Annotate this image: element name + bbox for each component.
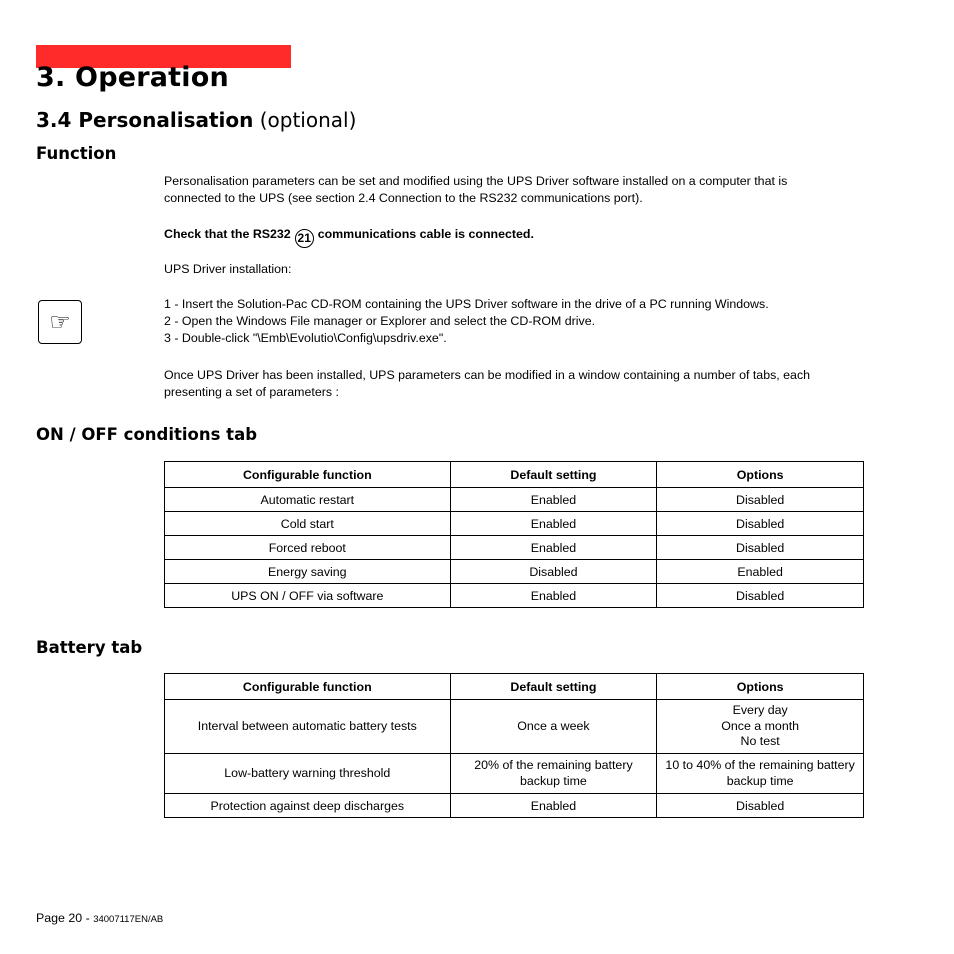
column-header: Configurable function xyxy=(165,674,451,700)
intro-line-1: Personalisation parameters can be set and modified using the UPS Driver software installed on a computer that is xyxy=(164,174,788,188)
step-1: 1 - Insert the Solution-Pac CD-ROM containing the UPS Driver software in the drive of a PC running Windows. xyxy=(164,297,769,311)
check-pre: Check that the RS232 xyxy=(164,227,291,241)
once-line-1: Once UPS Driver has been installed, UPS parameters can be modified in a window containing a number of tabs, each xyxy=(164,368,811,382)
install-label: UPS Driver installation: xyxy=(164,262,292,276)
step-2: 2 - Open the Windows File manager or Explorer and select the CD-ROM drive. xyxy=(164,314,596,328)
table-cell: 20% of the remaining battery backup time xyxy=(450,754,657,794)
table-cell: Disabled xyxy=(657,584,864,608)
table-cell: Every day Once a month No test xyxy=(657,700,864,754)
table-row xyxy=(165,794,864,818)
table-cell: Disabled xyxy=(657,488,864,512)
table-cell: Protection against deep discharges xyxy=(165,794,451,818)
table-cell: Disabled xyxy=(450,560,657,584)
table-cell: Enabled xyxy=(657,560,864,584)
table-cell: Cold start xyxy=(165,512,451,536)
table-cell: Energy saving xyxy=(165,560,451,584)
page-footer xyxy=(36,911,163,925)
table-cell: 10 to 40% of the remaining battery backup time xyxy=(657,754,864,794)
table-cell: UPS ON / OFF via software xyxy=(165,584,451,608)
chapter-title: 3. Operation xyxy=(36,62,229,93)
table-row xyxy=(165,536,864,560)
table-cell: Enabled xyxy=(450,512,657,536)
section-title-bold: 3.4 Personalisation xyxy=(36,108,254,132)
table-cell: Enabled xyxy=(450,488,657,512)
intro-line-2: connected to the UPS (see section 2.4 Connection to the RS232 communications port). xyxy=(164,191,643,205)
table-cell: Once a week xyxy=(450,700,657,754)
table-row xyxy=(165,584,864,608)
table-row xyxy=(165,754,864,794)
reference-circle-21: 21 xyxy=(295,229,314,248)
table-row xyxy=(165,488,864,512)
page-number: Page 20 - xyxy=(36,911,90,925)
section-title xyxy=(36,108,356,132)
table-cell: Interval between automatic battery tests xyxy=(165,700,451,754)
install-steps xyxy=(164,296,769,347)
table-header-row xyxy=(165,674,864,700)
column-header: Options xyxy=(657,462,864,488)
table-cell: Disabled xyxy=(657,512,864,536)
column-header: Configurable function xyxy=(165,462,451,488)
column-header: Options xyxy=(657,674,864,700)
table-cell: Forced reboot xyxy=(165,536,451,560)
table-row xyxy=(165,700,864,754)
table-cell: Automatic restart xyxy=(165,488,451,512)
onoff-table xyxy=(164,461,864,608)
table-header-row xyxy=(165,462,864,488)
section-title-suffix: (optional) xyxy=(259,108,357,132)
column-header: Default setting xyxy=(450,462,657,488)
battery-heading: Battery tab xyxy=(36,638,143,657)
function-heading: Function xyxy=(36,144,117,163)
document-reference: 34007117EN/AB xyxy=(93,914,164,925)
battery-table xyxy=(164,673,864,818)
table-row xyxy=(165,560,864,584)
table-cell: Enabled xyxy=(450,794,657,818)
step-3: 3 - Double-click "\Emb\Evolutio\Config\upsdriv.exe". xyxy=(164,331,447,345)
table-row xyxy=(165,512,864,536)
table-cell: Disabled xyxy=(657,536,864,560)
table-cell: Enabled xyxy=(450,536,657,560)
column-header: Default setting xyxy=(450,674,657,700)
pointing-hand-icon: ☞ xyxy=(38,300,82,344)
table-cell: Low-battery warning threshold xyxy=(165,754,451,794)
intro-paragraph xyxy=(164,173,787,207)
table-cell: Disabled xyxy=(657,794,864,818)
onoff-heading: ON / OFF conditions tab xyxy=(36,425,258,444)
table-cell: Enabled xyxy=(450,584,657,608)
once-line-2: presenting a set of parameters : xyxy=(164,385,339,399)
check-post: communications cable is connected. xyxy=(317,227,534,241)
check-cable-note xyxy=(164,226,534,248)
once-paragraph xyxy=(164,367,810,401)
